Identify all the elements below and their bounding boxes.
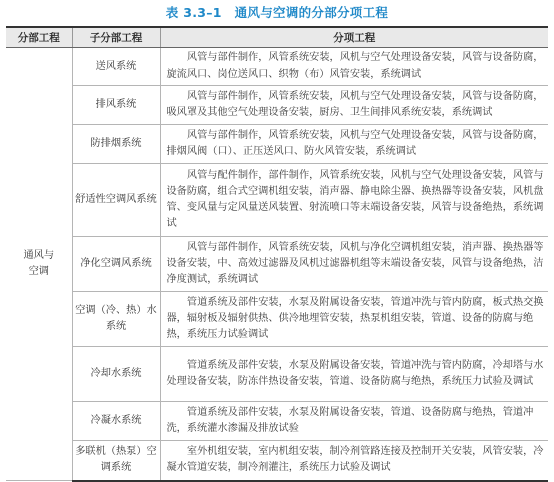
table-row <box>6 125 548 164</box>
subdivision-cell: 送风系统 <box>72 48 160 86</box>
header-items: 分项工程 <box>160 27 548 48</box>
subdivision-cell: 防排烟系统 <box>72 125 160 164</box>
table-row <box>6 441 548 481</box>
items-cell: 风管与部件制作，风管系统安装，风机与净化空调机组安装，消声器、换热器等设备安装，中、高效过滤器及风机过滤器机组等末端设备安装，风管与设备绝热，洁净度测试，系统调试 <box>160 237 548 292</box>
table-row <box>6 48 548 86</box>
items-cell: 管道系统及部件安装，水泵及附属设备安装，管道冲洗与管内防腐，冷却塔与水处理设备安装，防冻伴热设备安装，管道、设备防腐与绝热，系统压力试验及调试 <box>160 347 548 402</box>
subdivision-cell: 冷却水系统 <box>72 347 160 402</box>
items-cell: 室外机组安装，室内机组安装，制冷剂管路连接及控制开关安装，风管安装，冷凝水管道安装，制冷剂灌注，系统压力试验及调试 <box>160 441 548 481</box>
items-cell: 风管与配件制作，部件制作，风管系统安装，风机与空气处理设备安装，风管与设备防腐，组合式空调机组安装，消声器、静电除尘器、换热器等设备安装，风机盘管、变风量与定风量送风装置、射流喷口等末端设备安装，风管与设备绝热，系统调试 <box>160 164 548 237</box>
spec-table <box>6 26 548 482</box>
subdivision-cell: 多联机（热泵）空调系统 <box>72 441 160 481</box>
table-row <box>6 402 548 441</box>
items-cell: 管道系统及部件安装，水泵及附属设备安装，管道、设备防腐与绝热，管道冲洗，系统灌水渗漏及排放试验 <box>160 402 548 441</box>
division-cell <box>6 48 72 481</box>
table-title: 表 3.3–1 通风与空调的分部分项工程 <box>165 5 389 20</box>
division-label: 通风与 空调 <box>23 250 55 277</box>
header-division: 分部工程 <box>6 27 72 48</box>
items-cell: 风管与部件制作，风管系统安装，风机与空气处理设备安装，风管与设备防腐，排烟风阀（口）、正压送风口、防火风管安装，系统调试 <box>160 125 548 164</box>
subdivision-cell: 冷凝水系统 <box>72 402 160 441</box>
header-subdivision: 子分部工程 <box>72 27 160 48</box>
table-row <box>6 292 548 347</box>
subdivision-cell: 净化空调风系统 <box>72 237 160 292</box>
items-cell: 风管与部件制作，风管系统安装，风机与空气处理设备安装，风管与设备防腐，吸风罩及其他空气处理设备安装，厨房、卫生间排风系统安装，系统调试 <box>160 86 548 125</box>
subdivision-cell: 舒适性空调风系统 <box>72 164 160 237</box>
table-row <box>6 237 548 292</box>
table-header-row <box>6 27 548 48</box>
items-cell: 管道系统及部件安装，水泵及附属设备安装，管道冲洗与管内防腐，板式热交换器，辐射板及辐射供热、供冷地埋管安装，热泵机组安装，管道、设备的防腐与绝热，系统压力试验调试 <box>160 292 548 347</box>
table-row <box>6 164 548 237</box>
table-row <box>6 86 548 125</box>
items-cell: 风管与部件制作，风管系统安装，风机与空气处理设备安装，风管与设备防腐，旋流风口、岗位送风口、织物（布）风管安装，系统调试 <box>160 48 548 86</box>
subdivision-cell: 排风系统 <box>72 86 160 125</box>
table-row <box>6 347 548 402</box>
subdivision-cell: 空调（冷、热）水系统 <box>72 292 160 347</box>
